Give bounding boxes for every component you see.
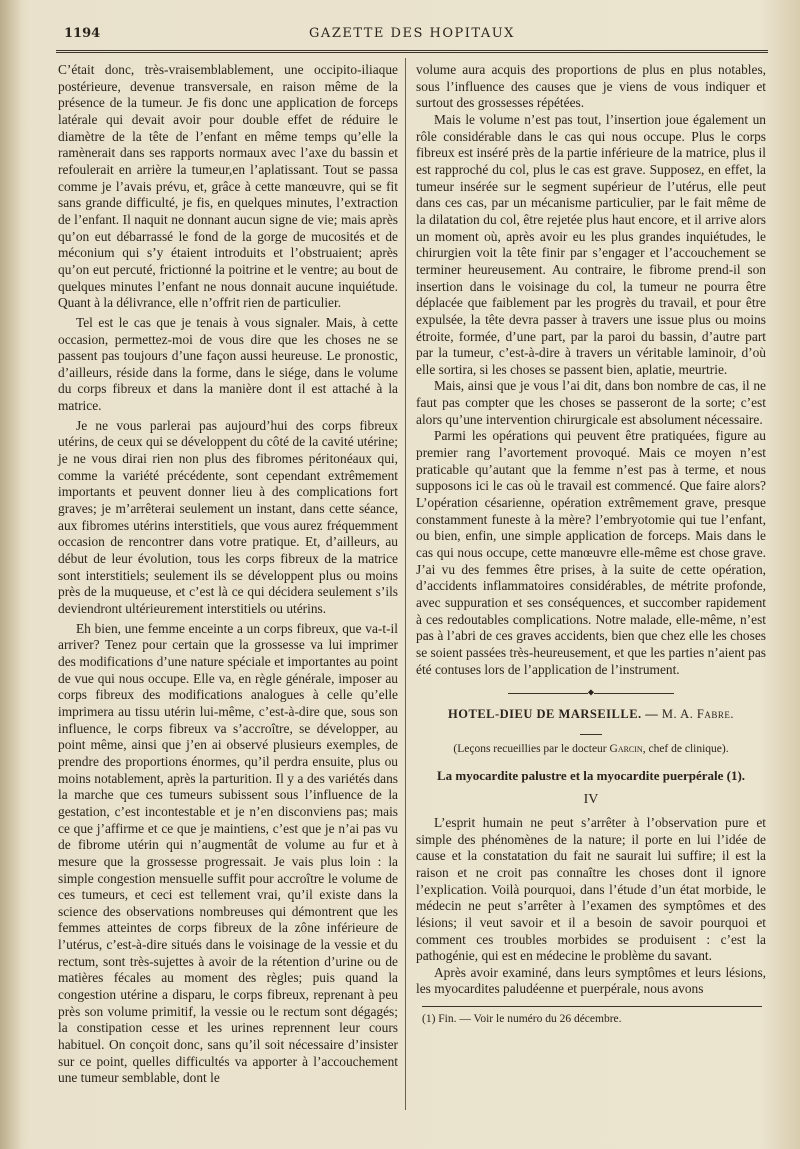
paragraph: Parmi les opérations qui peuvent être pratiquées, figure au premier rang l’avortement provoqué. Mais ce moyen n’est praticable qu’autant que la femme n’est pas à terme, et nous supposons ici le cas où le travail est commencé. Que faire alors? L’opération césarienne, opération extrêmement grave, presque constamment funeste à la mère? l’embryotomie qui tue l’enfant, ou bien, enfin, une simple application de forceps. Mais dans le cas qui nous occupe, cette manœuvre elle-même est chose grave. J’ai vu des femmes être prises, à la suite de cette opération, d’accidents inflammatoires considérables, de métrite profonde, avec suppuration et ses conséquences, et succomber rapidement à ces redoutables complications. Notre malade, elle-même, n’est pas à l’abri de ces graves accidents, bien que chez elle les choses se soient passées très-heureusement, et que les parties n’aient pas été contuses lors de l’application de l’instrument.	[416, 428, 766, 677]
section-author: M. A. Fabre.	[661, 707, 734, 722]
footnote: (1) Fin. — Voir le numéro du 26 décembre.	[422, 1013, 622, 1026]
paragraph: Mais, ainsi que je vous l’ai dit, dans bon nombre de cas, il ne faut pas compter que les choses se passeront de la sorte; c’est alors qu’une intervention chirurgicale est absolument nécessaire.	[416, 378, 766, 427]
paragraph: Je ne vous parlerai pas aujourd’hui des corps fibreux utérins, de ceux qui se développent du côté de la cavité utérine; je ne vous dirai rien non plus des fibromes péritonéaux qui, comme la variété précédente, sont cependant extrêmement importants et peuvent donner lieu à des complications fort graves; je m’arrêterai seulement un instant, dans cette séance, aux fibromes utérins interstitiels, que vous aurez fréquemment occasion de rencontrer dans votre pratique. Et, d’ailleurs, au début de leur évolution, tous les corps fibreux de la matrice sont interstitiels; seulement ils se développent plus ou moins près de la muqueuse, et c’est là ce qui décidera seulement s’ils deviendront ultérieurement interstitiels ou utérins.	[58, 417, 398, 616]
paragraph: volume aura acquis des proportions de plus en plus notables, sous l’influence des causes que je viens de vous indiquer et surtout des grossesses répétées.	[416, 62, 766, 111]
paragraph: Tel est le cas que je tenais à vous signaler. Mais, à cette occasion, permettez-moi de vous dire que les choses ne se passent pas toujours d’une façon aussi heureuse. Le pronostic, d’ailleurs, réside dans la forme, dans le siége, dans le volume du corps fibreux et dans la manière dont il est attaché à la matrice.	[58, 314, 398, 414]
short-rule	[416, 723, 766, 737]
paragraph: C’était donc, très-vraisemblablement, une occipito-iliaque postérieure, devenue transversale, en raison même de la présence de la tumeur. Je fis donc une application de forceps latérale qui devait avoir pour double effet de réduire le diamètre de la tête de l’enfant en même temps qu’elle la ramènerait dans ses rapports normaux avec l’axe du bassin et refoulerait en arrière la tumeur,en l’aplatissant. Tout se passa comme je l’avais prévu, et, grâce à cette manœuvre, qui se fit sans grande difficulté, je fis, en quelques minutes, l’extraction de l’enfant. Il naquit ne donnant aucun signe de vie; mais après qu’on eut débarrassé le fond de la gorge de mucosités et de méconium qui s’y étaient introduits et l’obstruaient; après qu’on eut percuté, frictionné la poitrine et le ventre; au bout de quelques minutes l’enfant ne nous donnait aucune inquiétude. Quant à la délivrance, elle n’offrit rien de particulier.	[58, 62, 398, 311]
paragraph: Mais le volume n’est pas tout, l’insertion joue également un rôle considérable dans le cas qui nous occupe. Plus le corps fibreux est inséré près de la partie inférieure de la matrice, plus il est rapproché du col, plus le cas est grave. Supposez, en effet, la tumeur insérée sur le segment supérieur de l’utérus, elle peut dans ces cas, par un mécanisme particulier, par le fait même de la dilatation du col, être rejetée plus haut encore, et il arrive alors un moment où, après avoir eu les plus grandes inquiétudes, le chirurgien voit la tête finir par s’engager et l’accouchement se terminer heureusement. Au contraire, le fibrome prend-il son insertion dans le voisinage du col, la tumeur ne pourra être déplacée que faiblement par les progrès du travail, et pour être expulsée, la tête devra passer à travers une issue plus ou moins étroite, formée, d’une part, par la paroi du bassin, d’autre part par la tumeur, c’est-à-dire à travers un véritable laminoir, d’où elle sortira, si les choses se passent bien, aplatie, meurtrie.	[416, 111, 766, 377]
chapter-number: IV	[583, 792, 599, 808]
paragraph: L’esprit humain ne peut s’arrêter à l’observation pure et simple des phénomènes de la nature; il porte en lui l’idée de cause et la constatation du fait ne saurait lui suffire; il est la raison et ne croit pas connaître les choses dont il ignore l’explication. Voilà pourquoi, dans l’étude d’un état morbide, le médecin ne peut s’arrêter à l’examen des symptômes et des lésions; il veut savoir et il a besoin de savoir pourquoi et comment ces troubles morbides se produisent : c’est la pathogénie, qui est en médecine le problème du savant.	[416, 814, 766, 964]
section-divider: ◆	[416, 684, 766, 694]
footnote-rule	[422, 1006, 762, 1007]
section-title: HOTEL-DIEU DE MARSEILLE. —	[448, 707, 662, 722]
right-column	[416, 62, 766, 1028]
lecons-suffix: , chef de clinique).	[642, 742, 729, 755]
page-number: 1194	[64, 26, 101, 41]
paragraph: Eh bien, une femme enceinte a un corps fibreux, que va-t-il arriver? Tenez pour certain que la grossesse va lui imprimer des modifications d’une nature spéciale et importantes au point de vue qui nous occupe. Elle va, en règle générale, imposer au corps fibreux des modifications analogues à celle qu’elle imprimera au tissu utérin lui-même, c’est-à-dire que, sous son influence, le corps fibreux va s’accroître, se développer, au point même, ainsi que j’en ai observé plusieurs exemples, de prendre des proportions énormes, qu’il perdra ensuite, plus ou moins notablement, après la parturition. Il y a des variétés dans la marche que ces tumeurs subissent sous l’influence de la gestation, c’est incontestable et je n’en disconviens pas; mais ce que j’affirme et ce que je maintiens, c’est que je n’ai pas vu de fibrome utérin qui n’augmentât de volume au fur et à mesure que la grossesse progressait. Je vais plus loin : la simple congestion mensuelle suffit pour accroître le volume de ces tumeurs, et ceci est tellement vrai, qu’il existe dans la science des observations nombreuses qui démontrent que les femmes atteintes de corps fibreux de la zône inférieure de l’utérus, c’est-à-dire situés dans le voisinage de la vessie et du rectum, sont très-sujettes à avoir de la rétention d’urine ou de matières fécales au moment des règles; puis quand la congestion utérine a disparu, le corps fibreux, reprenant à peu près son volume primitif, la vessie ou le rectum sont dégagés; la constipation cesse et les urines reprennent leur cours habituel. On conçoit donc, sans qu’il soit nécessaire d’insister sur ce point, quelles difficultés va apporter à l’accouchement une tumeur semblable, dont le	[58, 620, 398, 1086]
left-column	[58, 62, 398, 1087]
article-subtitle: La myocardite palustre et la myocardite puerpérale (1).	[436, 767, 746, 783]
column-divider	[405, 58, 406, 1110]
lecons-prefix: (Leçons recueillies par le docteur	[453, 742, 610, 755]
page-header	[56, 26, 768, 48]
lecons-note	[416, 741, 766, 758]
header-double-rule	[56, 50, 768, 53]
paragraph: Après avoir examiné, dans leurs symptômes et leurs lésions, les myocardites paludéenne et puerpérale, nous avons	[416, 964, 766, 997]
section-heading	[416, 706, 766, 723]
running-title: GAZETTE DES HOPITAUX	[309, 26, 515, 41]
page-binding-edge	[0, 0, 22, 1149]
lecons-name: Garcin	[609, 742, 643, 755]
